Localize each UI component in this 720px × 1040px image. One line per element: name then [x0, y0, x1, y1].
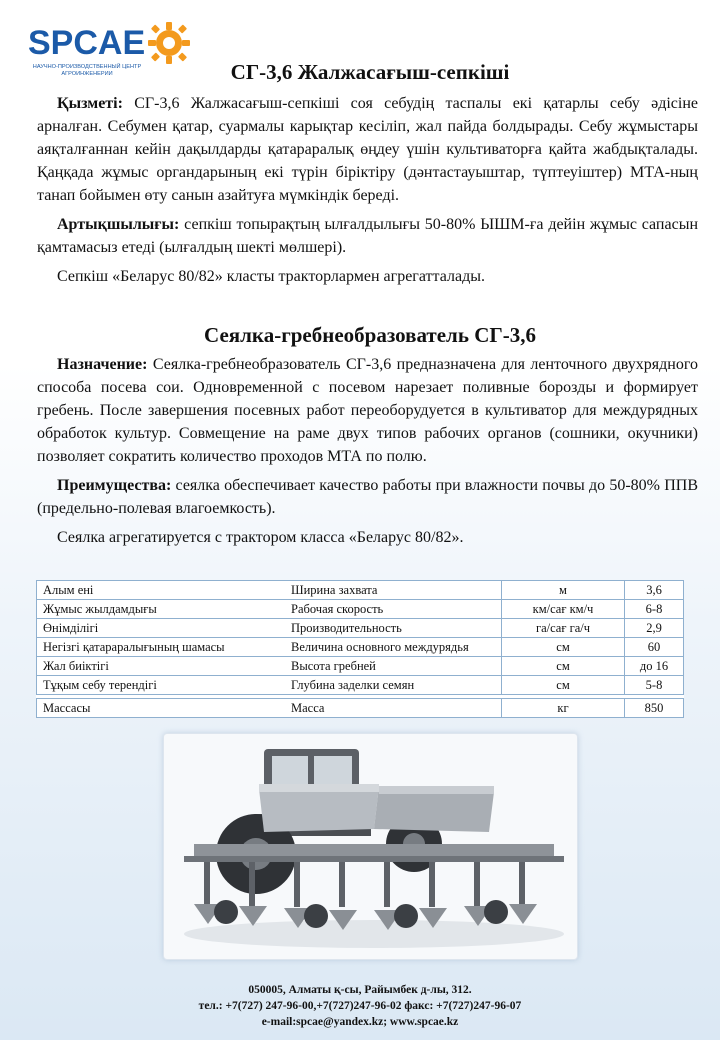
spec-value: 60 — [625, 638, 684, 657]
ru-advantage-paragraph — [37, 474, 698, 520]
kz-advantage-label: Артықшылығы: — [57, 216, 180, 233]
ru-advantage-text: сеялка обеспечивает качество работы при влажности почвы до 50-80% ППВ (предельно-полевая влагоемкость). — [37, 477, 698, 517]
ru-tractor-paragraph: Сеялка агрегатируется с трактором класса «Беларус 80/82». — [57, 529, 464, 546]
ru-purpose-paragraph — [37, 353, 698, 468]
spec-name-cell — [37, 638, 502, 657]
spec-name-cell — [37, 581, 502, 600]
kz-description — [37, 92, 698, 294]
table-row — [37, 638, 684, 657]
spec-ru-label: Рабочая скорость — [291, 601, 384, 616]
spec-unit: см — [502, 638, 625, 657]
spec-unit: см — [502, 676, 625, 695]
kz-advantage-paragraph — [37, 213, 698, 259]
spec-ru-label: Масса — [291, 700, 325, 715]
ru-purpose-text: Сеялка-гребнеобразователь СГ-3,6 предназначена для ленточного двухрядного способа посева сои. Одновременной с посевом нарезает поливные борозды и формирует гребень. После завершения посевных работ переоборудуется в культиватор для междурядных обработок культур. Совмещение на раме двух типов рабочих органов (сошники, окучники) позволяет сократить количество проходов МТА по полю. — [37, 356, 698, 465]
spec-value: до 16 — [625, 657, 684, 676]
table-row — [37, 676, 684, 695]
spec-kz-label: Негізгі қатараралығының шамасы — [43, 639, 225, 654]
footer-address: 050005, Алматы қ-сы, Райымбек д-лы, 312. — [248, 984, 472, 996]
spec-name-cell — [37, 619, 502, 638]
spec-value: 2,9 — [625, 619, 684, 638]
ru-purpose-label: Назначение: — [57, 356, 148, 373]
spec-unit: км/сағ км/ч — [502, 600, 625, 619]
ru-description — [37, 353, 698, 555]
spec-name-cell — [37, 657, 502, 676]
spec-kz-label: Өнімділігі — [43, 620, 99, 635]
logo-text: SPCAE — [28, 24, 146, 62]
spec-kz-label: Алым ені — [43, 582, 94, 597]
spec-ru-label: Производительность — [291, 620, 402, 635]
table-row — [37, 657, 684, 676]
kz-tractor-paragraph: Сепкіш «Беларус 80/82» класты тракторлармен агрегатталады. — [57, 268, 485, 285]
spec-kz-label: Жал биіктігі — [43, 658, 109, 673]
spec-value: 6-8 — [625, 600, 684, 619]
contact-footer — [0, 982, 720, 1030]
spec-name-cell — [37, 676, 502, 695]
table-row — [37, 699, 684, 718]
spec-ru-label: Глубина заделки семян — [291, 677, 415, 692]
spec-unit: см — [502, 657, 625, 676]
kz-purpose-text: СГ-3,6 Жалжасағыш-сепкіші соя себудің таспалы екі қатарлы себу әдісіне арналған. Себумен қатар, суармалы карықтар кесіліп, жал пайда болдырады. Себу жұмыстары аяқталғаннан кейін дақылдарды қатарaралық өңдеу үшін культиваторға қайта жабдықталады. Қаңқада жұмыс органдарының екі түрін біріктіру (дәнтастауыштар, түптеуіштер) МТА-ның танап бойымен өту санын азайтуға мүмкіндік береді. — [37, 95, 698, 204]
kz-purpose-label: Қызметі: — [57, 95, 123, 112]
kz-advantage-text: сепкіш топырақтың ылғалдылығы 50-80% ЫШМ-ға дейін жұмыс сапасын қамтамасыз етеді (ылғалдың шекті мөлшері). — [37, 216, 698, 256]
table-row — [37, 619, 684, 638]
spec-value: 3,6 — [625, 581, 684, 600]
seeder-illustration — [164, 734, 577, 959]
ru-advantage-label: Преимущества: — [57, 477, 172, 494]
spec-ru-label: Ширина захвата — [291, 582, 378, 597]
footer-email-web: e-mail:spcae@yandex.kz; www.spcae.kz — [261, 1016, 459, 1028]
kz-purpose-paragraph — [37, 92, 698, 207]
spec-kz-label: Тұқым себу терендігі — [43, 677, 157, 692]
footer-phones: тел.: +7(727) 247-96-00,+7(727)247-96-02 факс: +7(727)247-96-07 — [198, 1000, 522, 1012]
spec-unit: га/сағ га/ч — [502, 619, 625, 638]
table-row — [37, 600, 684, 619]
ru-title: Сеялка-гребнеобразователь СГ-3,6 — [204, 323, 536, 347]
specs-table — [36, 580, 684, 718]
spec-name-cell — [37, 699, 502, 718]
kz-title: СГ-3,6 Жалжасағыш-сепкіші — [230, 60, 510, 84]
spec-unit: м — [502, 581, 625, 600]
spec-ru-label: Высота гребней — [291, 658, 376, 673]
logo-subtitle: НАУЧНО-ПРОИЗВОДСТВЕННЫЙ ЦЕНТР АГРОИНЖЕНЕРИИ — [32, 64, 142, 77]
table-row — [37, 581, 684, 600]
spec-ru-label: Величина основного междурядья — [291, 639, 469, 654]
spec-name-cell — [37, 600, 502, 619]
spec-value: 5-8 — [625, 676, 684, 695]
spec-unit: кг — [502, 699, 625, 718]
spec-kz-label: Жұмыс жылдамдығы — [43, 601, 157, 616]
spec-value: 850 — [625, 699, 684, 718]
spec-kz-label: Массасы — [43, 700, 91, 715]
seeder-photo — [163, 733, 578, 960]
